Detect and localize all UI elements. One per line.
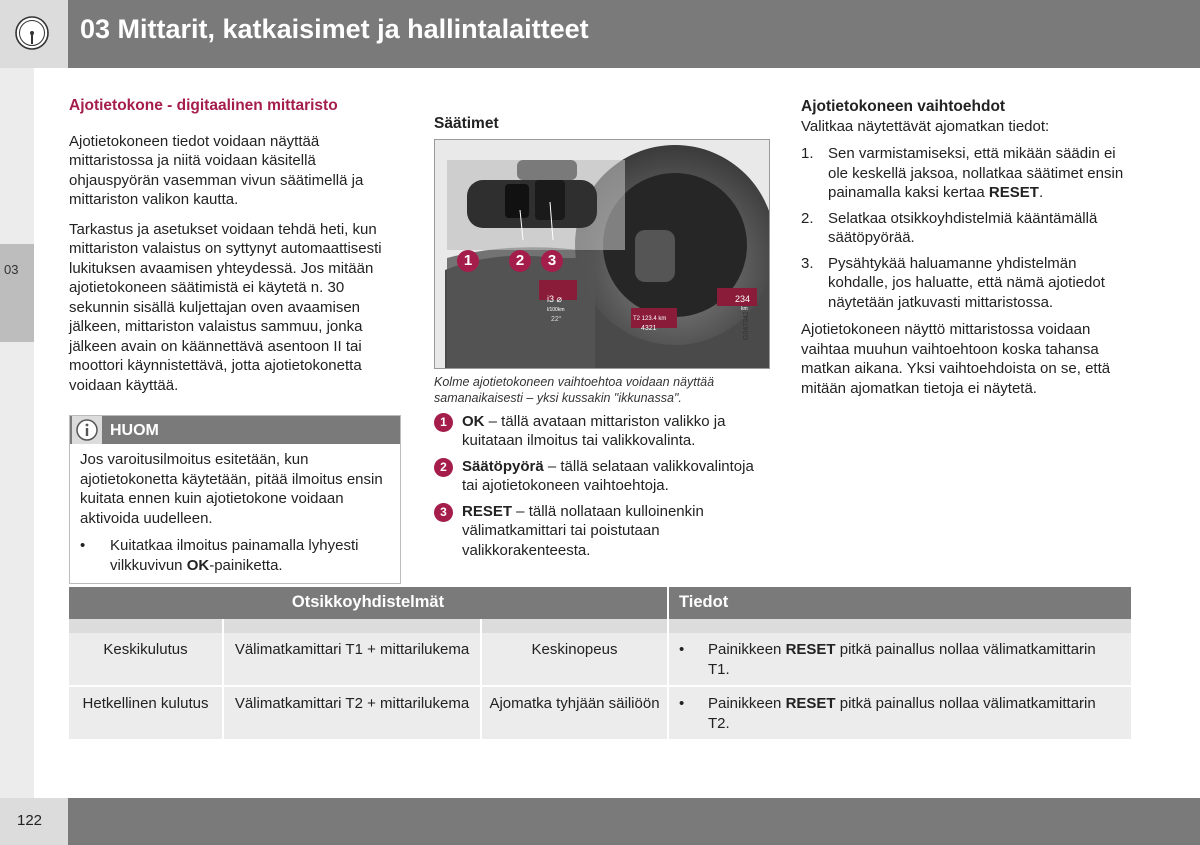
control-number: 2 — [434, 458, 453, 477]
column-1 — [69, 96, 401, 584]
table-header-info: Tiedot — [669, 587, 1131, 619]
footer-bar — [68, 798, 1200, 845]
step-number: 2. — [801, 209, 814, 227]
table-spacer-cell — [224, 619, 482, 633]
options-outro: Ajotietokoneen näyttö mittaristossa voidaan vaihtaa muuhun vaihtoehtoon koska tahansa matkan aikana. Yksi vaihtoehdoista on se, että mitään ajomatkan tietoja ei näytetä. — [801, 321, 1111, 397]
table-subheader-row — [69, 619, 1131, 633]
figure-marker-2: 2 — [509, 250, 531, 272]
speedometer-icon — [14, 15, 50, 51]
step-number: 1. — [801, 145, 814, 162]
table-row — [69, 633, 1131, 687]
table-header-row — [69, 587, 1131, 619]
note-header — [70, 416, 400, 444]
section-heading: Ajotietokone - digitaalinen mittaristo — [69, 97, 338, 114]
table-info-cell — [669, 633, 1131, 687]
control-number: 1 — [434, 413, 453, 432]
paragraph-1: Ajotietokoneen tiedot voidaan näyttää mittaristossa ja niitä voidaan käsitellä ohjauspyörän vasemman vivun säätimellä ja mittariston valikon kautta. — [69, 132, 364, 208]
column-3 — [801, 97, 1131, 408]
table-cell: Hetkellinen kulutus — [69, 687, 224, 741]
paragraph-2: Tarkastus ja asetukset voidaan tehdä heti, kun mittariston valaistus on syttynyt automaattisesti lukituksen avaamisen yhteydessä. Jos mitään ajotietokoneen säätimistä ei käytetä n. 30 sekunnin sisällä kuljettajan oven avaamisen jälkeen, mittariston valaistus sammuu, jonka jälkeen avain on käännettävä asentoon II tai moottori käynnistettävä, jotta ajotietokonetta voidaan käyttää. — [69, 220, 382, 394]
step-text: Pysähtykää haluamanne yhdistelmän kohdalle, jos haluatte, että nämä ajotiedot näytetään jatkuvasti mittaristossa. — [828, 254, 1105, 311]
step-2 — [801, 209, 1131, 248]
page-number: 122 — [17, 812, 43, 829]
display-center-odometer: 4321 — [641, 324, 657, 332]
table-cell: Välimatkamittari T2 + mittarilukema — [224, 687, 482, 741]
control-text: RESET – tällä nollataan kulloinenkin välimatkamittari tai poistutaan valikkorakenteesta. — [462, 502, 704, 559]
table-row — [69, 687, 1131, 741]
page-title: 03 Mittarit, katkaisimet ja hallintalaitteet — [80, 14, 589, 44]
bullet-dot: • — [80, 537, 86, 554]
display-right-value: 234 — [735, 293, 751, 304]
table-info-cell — [669, 687, 1131, 741]
step-number: 3. — [801, 254, 814, 272]
table-cell: Keskinopeus — [482, 633, 669, 687]
chapter-tab — [0, 244, 34, 342]
control-item-3 — [434, 502, 770, 561]
table-info-text: Painikkeen RESET pitkä painallus nollaa välimatkamittarin T2. — [708, 695, 1096, 732]
table-cell: Välimatkamittari T1 + mittarilukema — [224, 633, 482, 687]
instrument-cluster-illustration — [435, 140, 769, 368]
table-spacer-cell — [69, 619, 224, 633]
note-body — [70, 444, 400, 583]
instrument-figure — [434, 139, 770, 369]
chapter-tab-label: 03 — [4, 262, 19, 277]
table-spacer-cell — [482, 619, 669, 633]
table-header-combinations: Otsikkoyhdistelmät — [69, 587, 669, 619]
note-bullet-text: Kuitatkaa ilmoitus painamalla lyhyesti vilkkuvivun OK-painiketta. — [110, 537, 359, 574]
control-item-2 — [434, 457, 770, 496]
step-3 — [801, 254, 1131, 313]
figure-marker-3: 3 — [541, 250, 563, 272]
display-left-value: i3 ⌀ — [547, 293, 562, 304]
controls-heading: Säätimet — [434, 115, 499, 132]
header-icon-box — [0, 0, 68, 68]
note-text: Jos varoitusilmoitus esitetään, kun ajotietokonetta käytetään, pitää ilmoitus ensin kuitata ennen kuin ajotietokone voidaan aktivoida uudelleen. — [80, 451, 383, 527]
bullet-dot: • — [679, 641, 685, 658]
display-temperature: 22° — [551, 315, 562, 323]
options-heading: Ajotietokoneen vaihtoehdot — [801, 98, 1006, 115]
table-cell: Ajomatka tyhjään säiliöön — [482, 687, 669, 741]
table-spacer-cell — [669, 619, 1131, 633]
control-item-1 — [434, 412, 770, 451]
note-bullet — [80, 536, 390, 575]
figure-caption: Kolme ajotietokoneen vaihtoehtoa voidaan näyttää samanaikaisesti – yksi kussakin "ikkunassa". — [434, 374, 715, 405]
step-text: Selatkaa otsikkoyhdistelmiä kääntämällä säätöpyörää. — [828, 209, 1098, 246]
note-title: HUOM — [110, 422, 159, 439]
control-number: 3 — [434, 503, 453, 522]
display-center-trip: T2 123.4 km — [633, 315, 667, 322]
figure-code: G047342 — [743, 310, 750, 340]
table-cell: Keskikulutus — [69, 633, 224, 687]
bullet-dot: • — [679, 695, 685, 712]
info-table — [69, 587, 1131, 741]
options-intro: Valitkaa näytettävät ajomatkan tiedot: — [801, 117, 1050, 135]
display-right-unit: km — [741, 305, 748, 312]
step-1 — [801, 144, 1131, 203]
table-info-text: Painikkeen RESET pitkä painallus nollaa välimatkamittarin T1. — [708, 641, 1096, 678]
side-strip — [0, 68, 34, 798]
info-icon — [72, 416, 102, 444]
note-box — [69, 415, 401, 584]
display-left-unit: l/100km — [547, 306, 565, 313]
control-text: OK – tällä avataan mittariston valikko ja kuitataan ilmoitus tai valikkovalinta. — [462, 412, 726, 449]
figure-marker-1: 1 — [457, 250, 479, 272]
column-2 — [434, 114, 770, 566]
control-text: Säätöpyörä – tällä selataan valikkovalintoja tai ajotietokoneen vaihtoehtoja. — [462, 457, 754, 494]
step-text: Sen varmistamiseksi, että mikään säädin ei ole keskellä jaksoa, nollatkaa säätimet ensin painamalla kaksi kertaa RESET. — [828, 145, 1124, 201]
